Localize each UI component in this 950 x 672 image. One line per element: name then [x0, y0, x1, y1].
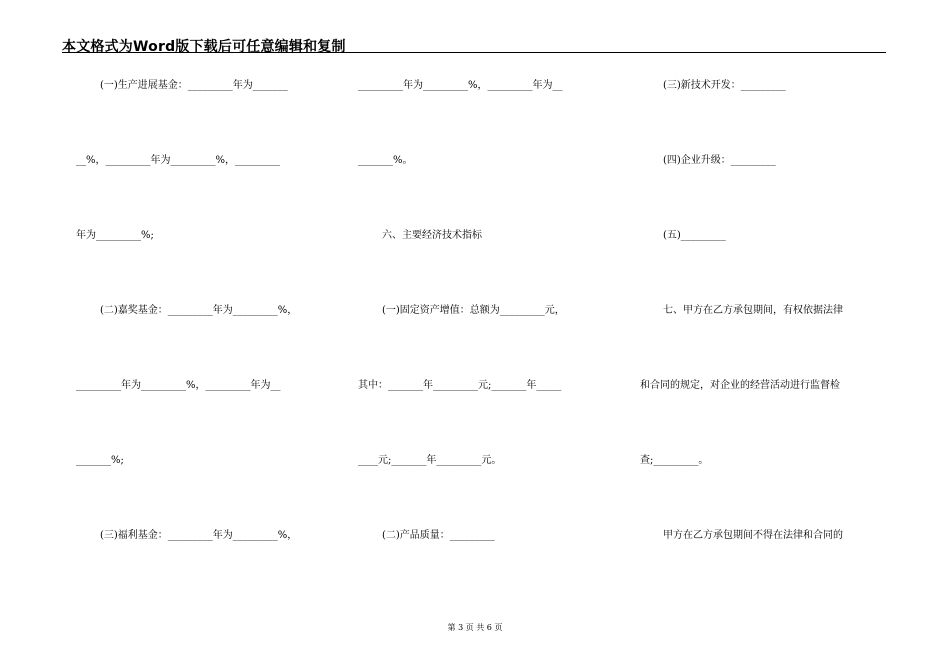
header-divider — [62, 52, 886, 53]
right-line-4: 七、甲方在乙方承包期间，有权依据法律 — [663, 305, 843, 316]
left-line-7: (三)福利基金：_________年为_________%， — [100, 530, 298, 541]
page-header-title: 本文格式为Word版下载后可任意编辑和复制 — [62, 39, 346, 55]
middle-line-6: ____元;_______年_________元。 — [358, 455, 502, 466]
page-number: 第 3 页 共 6 页 — [447, 623, 503, 632]
right-line-7: 甲方在乙方承包期间不得在法律和合同的 — [663, 530, 843, 541]
left-line-5: _________年为_________%，_________年为__ — [76, 380, 281, 391]
left-line-6: _______%; — [76, 455, 124, 466]
middle-line-7: (二)产品质量：_________ — [382, 530, 495, 541]
middle-line-3: 六、主要经济技术指标 — [382, 230, 482, 241]
middle-line-2: _______%。 — [358, 155, 413, 166]
left-line-2: __%，_________年为_________%，_________ — [76, 155, 281, 166]
middle-line-1: _________年为_________%，_________年为__ — [358, 80, 563, 91]
left-line-4: (二)嘉奖基金：_________年为_________%， — [100, 305, 298, 316]
left-line-3: 年为_________%; — [76, 230, 154, 241]
right-line-6: 查;_________。 — [640, 455, 709, 466]
middle-line-4: (一)固定资产增值：总额为_________元， — [382, 305, 565, 316]
right-line-3: (五)_________ — [663, 230, 726, 241]
right-line-1: (三)新技术开发：_________ — [663, 80, 786, 91]
right-line-5: 和合同的规定，对企业的经营活动进行监督检 — [640, 380, 840, 391]
middle-line-5: 其中：_______年_________元;_______年_____ — [358, 380, 562, 391]
left-line-1: (一)生产进展基金：_________年为_______ — [100, 80, 288, 91]
right-line-2: (四)企业升级：_________ — [663, 155, 776, 166]
